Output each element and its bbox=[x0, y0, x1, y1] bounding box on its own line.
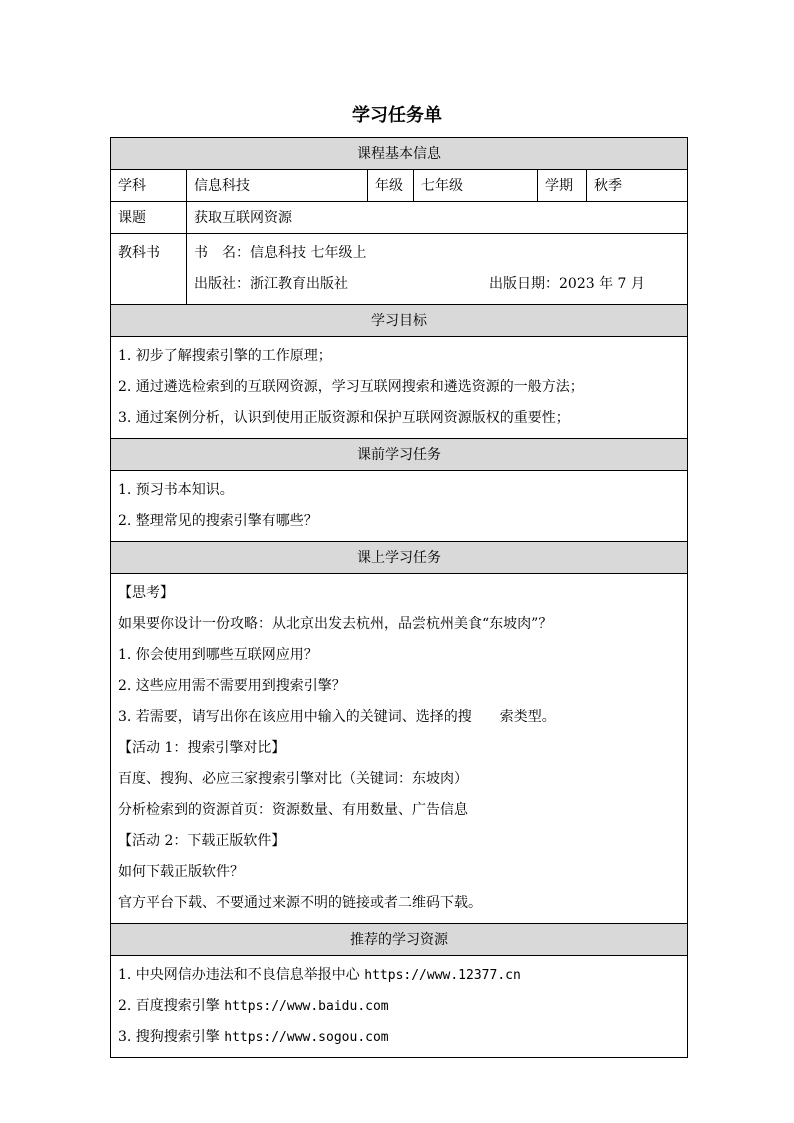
list-item: 百度、搜狗、必应三家搜索引擎对比（关键词：东坡肉） bbox=[118, 771, 468, 787]
subject-value: 信息科技 bbox=[187, 170, 368, 202]
textbook-label bbox=[111, 234, 187, 305]
table-row bbox=[111, 471, 688, 542]
publisher-line bbox=[194, 269, 687, 300]
table-row bbox=[111, 202, 688, 234]
list-item: 1. 初步了解搜索引擎的工作原理； bbox=[118, 348, 332, 364]
table-row bbox=[111, 956, 688, 1058]
list-item bbox=[118, 1022, 687, 1053]
section-header-pre-class: 课前学习任务 bbox=[111, 439, 688, 471]
section-header-in-class: 课上学习任务 bbox=[111, 542, 688, 574]
publish-date: 出版日期：2023 年 7 月 bbox=[489, 276, 645, 292]
resources-list bbox=[111, 956, 688, 1058]
task-sheet-table bbox=[110, 137, 688, 1058]
activity-1-heading: 【活动 1：搜索引擎对比】 bbox=[118, 740, 286, 756]
list-item: 分析检索到的资源首页：资源数量、有用数量、广告信息 bbox=[118, 802, 468, 818]
resource-label: 3. 搜狗搜索引擎 bbox=[118, 1029, 225, 1045]
resource-link[interactable]: https://www.baidu.com bbox=[224, 999, 389, 1014]
table-row bbox=[111, 574, 688, 924]
section-header-objectives: 学习目标 bbox=[111, 305, 688, 337]
resource-link[interactable]: https://www.12377.cn bbox=[364, 968, 521, 983]
list-item: 1. 你会使用到哪些互联网应用？ bbox=[118, 647, 318, 663]
term-value: 秋季 bbox=[587, 170, 688, 202]
grade-value: 七年级 bbox=[414, 170, 538, 202]
list-item: 3. 若需要，请写出你在该应用中输入的关键词、选择的搜 索类型。 bbox=[118, 709, 556, 725]
table-row bbox=[111, 234, 688, 305]
list-item: 2. 通过遴选检索到的互联网资源，学习互联网搜索和遴选资源的一般方法； bbox=[118, 379, 584, 395]
pre-class-list bbox=[111, 471, 688, 542]
section-header-resources: 推荐的学习资源 bbox=[111, 924, 688, 956]
list-item: 如果要你设计一份攻略：从北京出发去杭州，品尝杭州美食“东坡肉”？ bbox=[118, 616, 553, 632]
textbook-label-text: 教科书 bbox=[118, 245, 160, 261]
table-row bbox=[111, 170, 688, 202]
resource-label: 2. 百度搜索引擎 bbox=[118, 998, 225, 1014]
grade-label: 年级 bbox=[368, 170, 414, 202]
resource-label: 1. 中央网信办违法和不良信息举报中心 bbox=[118, 967, 365, 983]
page-title: 学习任务单 bbox=[352, 105, 442, 126]
objectives-list bbox=[111, 337, 688, 439]
list-item: 1. 预习书本知识。 bbox=[118, 482, 234, 498]
think-heading: 【思考】 bbox=[118, 585, 174, 601]
list-item: 官方平台下载、不要通过来源不明的链接或者二维码下载。 bbox=[118, 895, 482, 911]
list-item bbox=[118, 960, 687, 991]
activity-2-heading: 【活动 2：下载正版软件】 bbox=[118, 833, 286, 849]
textbook-details bbox=[187, 234, 688, 305]
table-row bbox=[111, 337, 688, 439]
publisher: 出版社：浙江教育出版社 bbox=[194, 276, 348, 292]
in-class-content bbox=[111, 574, 688, 924]
list-item: 3. 通过案例分析，认识到使用正版资源和保护互联网资源版权的重要性； bbox=[118, 410, 570, 426]
topic-label: 课题 bbox=[111, 202, 187, 234]
resource-link[interactable]: https://www.sogou.com bbox=[224, 1030, 389, 1045]
term-label: 学期 bbox=[538, 170, 587, 202]
section-header-basic-info: 课程基本信息 bbox=[111, 138, 688, 170]
topic-value: 获取互联网资源 bbox=[187, 202, 688, 234]
book-name: 书 名：信息科技 七年级上 bbox=[194, 245, 367, 261]
list-item: 2. 整理常见的搜索引擎有哪些？ bbox=[118, 513, 318, 529]
subject-label: 学科 bbox=[111, 170, 187, 202]
list-item: 如何下载正版软件？ bbox=[118, 864, 244, 880]
list-item bbox=[118, 991, 687, 1022]
list-item: 2. 这些应用需不需要用到搜索引擎？ bbox=[118, 678, 346, 694]
